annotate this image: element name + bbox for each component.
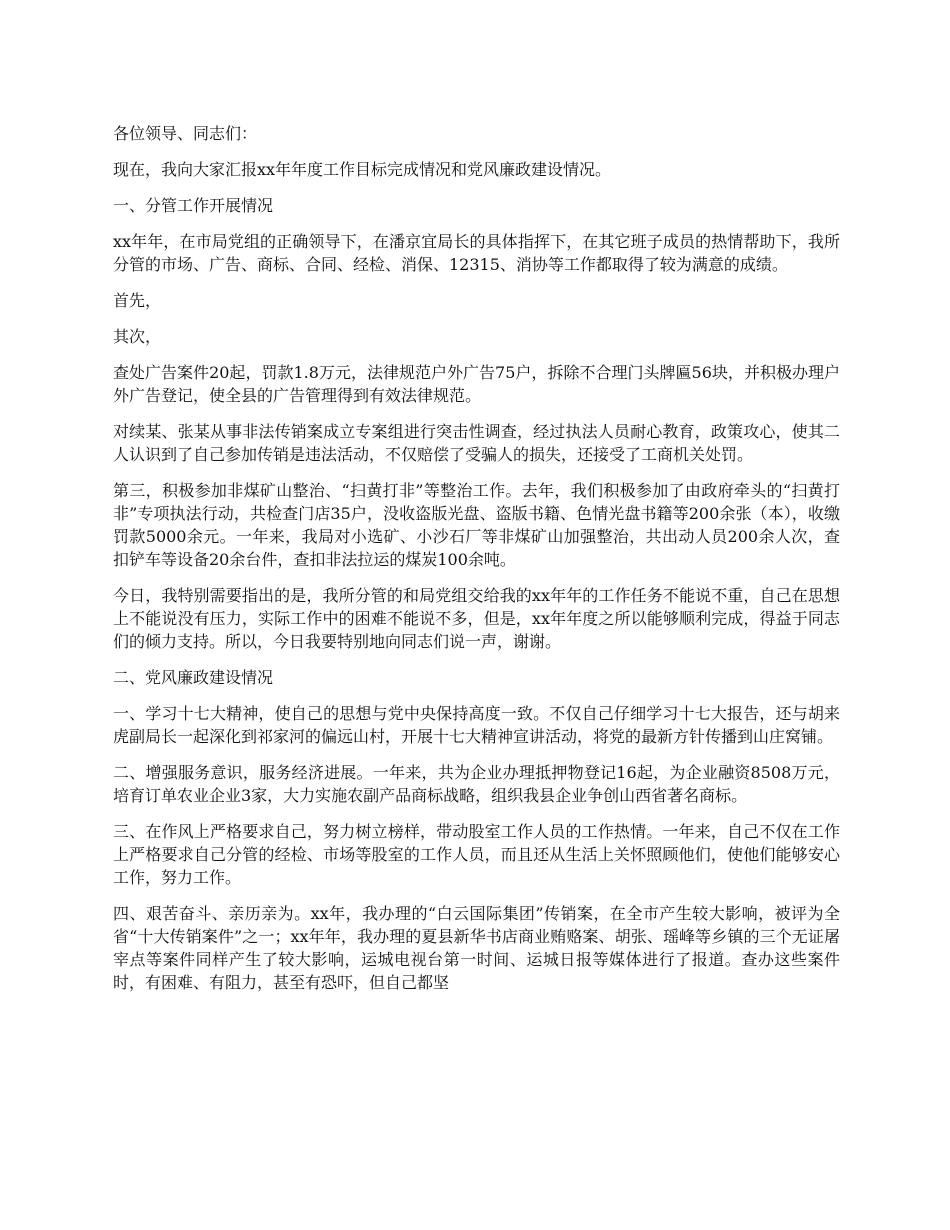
body-paragraph: 今日，我特别需要指出的是，我所分管的和局党组交给我的xx年年的工作任务不能说不重，自己在思想上不能说没有压力，实际工作中的困难不能说不多，但是，xx年年度之所以能够顺利完成，得益于同志们的倾力支持。所以，今日我要特别地向同志们说一声，谢谢。 xyxy=(113,586,840,651)
document-page xyxy=(113,122,840,1007)
body-paragraph: 查处广告案件20起，罚款1.8万元，法律规范户外广告75户，拆除不合理门头牌匾56块，并积极办理户外广告登记，使全县的广告管理得到有效法律规范。 xyxy=(113,363,840,405)
body-paragraph: 三、在作风上严格要求自己，努力树立榜样，带动股室工作人员的工作热情。一年来，自己不仅在工作上严格要求自己分管的经检、市场等股室的工作人员，而且还从生活上关怀照顾他们，使他们能够安心工作，努力工作。 xyxy=(113,822,840,887)
body-paragraph: 其次， xyxy=(113,327,162,346)
intro-paragraph: 现在，我向大家汇报xx年年度工作目标完成情况和党风廉政建设情况。 xyxy=(113,160,612,179)
section-heading-work: 一、分管工作开展情况 xyxy=(113,196,274,215)
section-heading-integrity: 二、党风廉政建设情况 xyxy=(113,668,274,687)
body-paragraph: 二、增强服务意识，服务经济进展。一年来，共为企业办理抵押物登记16起，为企业融资8508万元，培育订单农业企业3家，大力实施农副产品商标战略，组织我县企业争创山西省著名商标。 xyxy=(113,763,840,805)
body-paragraph: 四、艰苦奋斗、亲历亲为。xx年，我办理的“白云国际集团”传销案，在全市产生较大影响，被评为全省“十大传销案件”之一；xx年年，我办理的夏县新华书店商业贿赂案、胡张、瑶峰等乡镇的三个无证屠宰点等案件同样产生了较大影响，运城电视台第一时间、运城日报等媒体进行了报道。查办这些案件时，有困难、有阻力，甚至有恐吓，但自己都坚 xyxy=(113,904,840,992)
body-paragraph: 一、学习十七大精神，使自己的思想与党中央保持高度一致。不仅自己仔细学习十七大报告，还与胡来虎副局长一起深化到祁家河的偏远山村，开展十七大精神宣讲活动，将党的最新方针传播到山庄窝铺。 xyxy=(113,704,840,746)
body-paragraph: xx年年，在市局党组的正确领导下，在潘京宜局长的具体指挥下，在其它班子成员的热情帮助下，我所分管的市场、广告、商标、合同、经检、消保、12315、消协等工作都取得了较为满意的成绩。 xyxy=(113,232,840,274)
body-paragraph: 第三，积极参加非煤矿山整治、“扫黄打非”等整治工作。去年，我们积极参加了由政府牵头的“扫黄打非”专项执法行动，共检查门店35户，没收盗版光盘、盗版书籍、色情光盘书籍等200余张（本），收缴罚款5000余元。一年来，我局对小选矿、小沙石厂等非煤矿山加强整治，共出动人员200余人次，查扣铲车等设备20余台件，查扣非法拉运的煤炭100余吨。 xyxy=(113,481,840,569)
body-paragraph: 对续某、张某从事非法传销案成立专案组进行突击性调查，经过执法人员耐心教育，政策攻心，使其二人认识到了自己参加传销是违法活动，不仅赔偿了受骗人的损失，还接受了工商机关处罚。 xyxy=(113,422,840,464)
body-paragraph: 首先， xyxy=(113,291,162,310)
salutation: 各位领导、同志们： xyxy=(113,124,258,143)
